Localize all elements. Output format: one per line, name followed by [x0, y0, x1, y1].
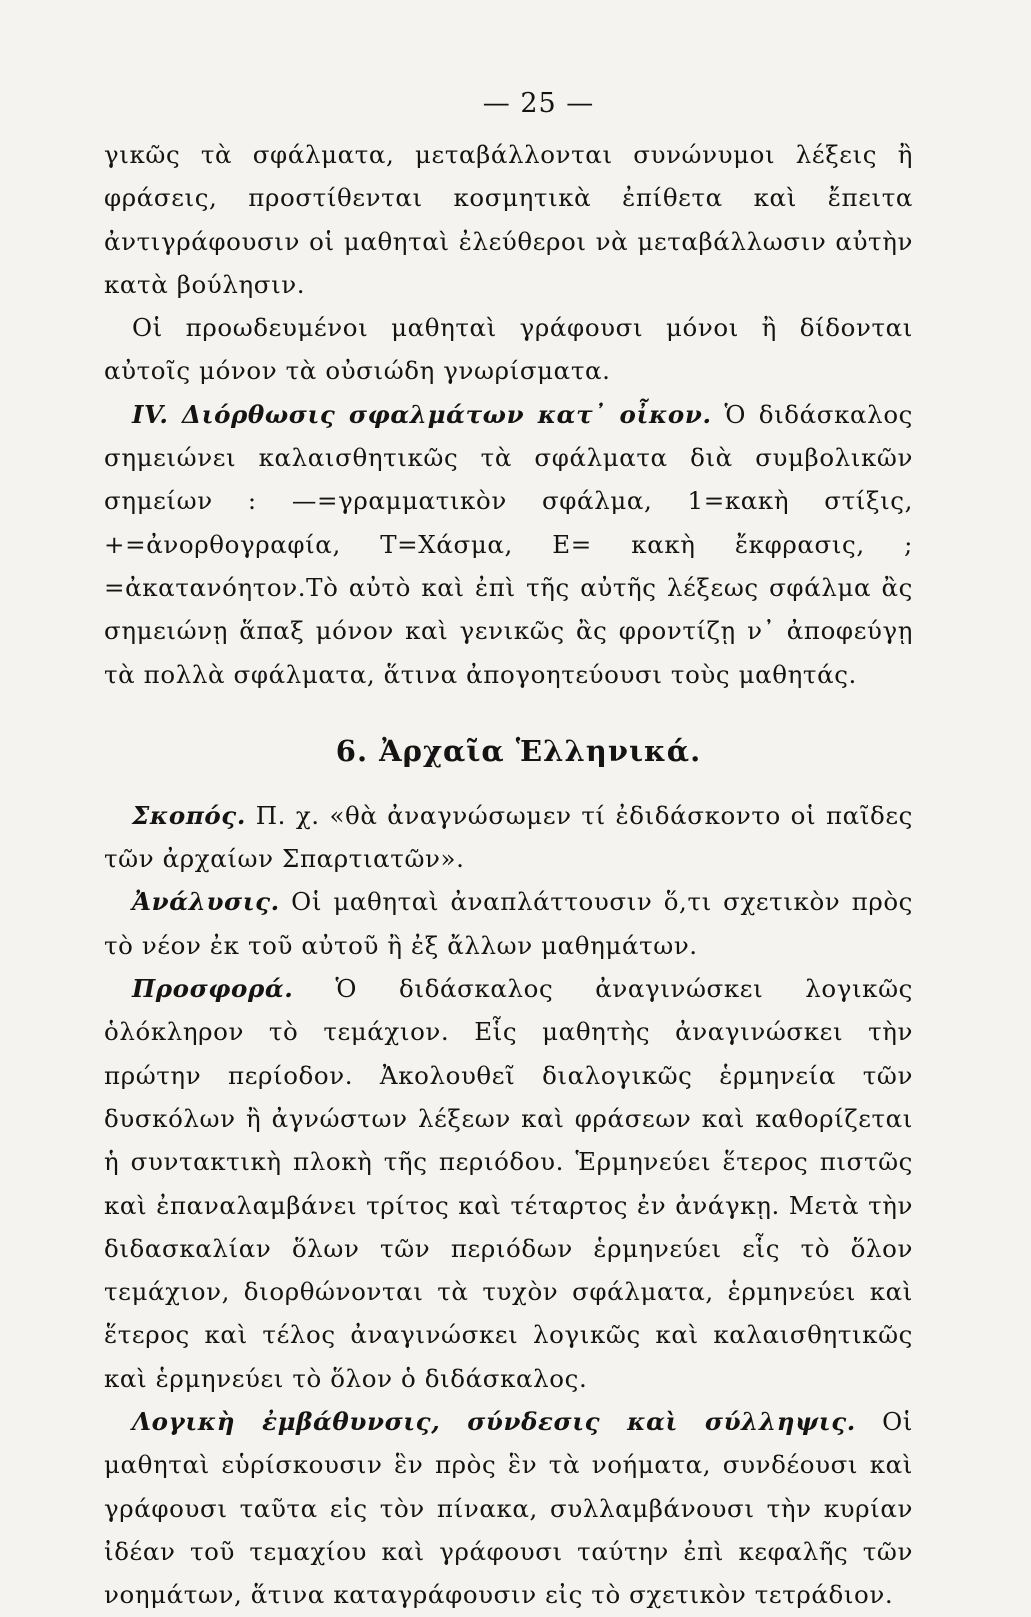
paragraph-body: Ὁ διδάσκαλος ἀναγινώσκει λογικῶς ὁλόκληρον τὸ τεμάχιον. Εἷς μαθητὴς ἀναγινώσκει τὴν πρώτην περίοδον. Ἀκολουθεῖ διαλογικῶς ἑρμηνεία τῶν δυσκόλων ἢ ἀγνώστων λέξεων καὶ φράσεων καὶ καθορίζεται ἡ συντακτικὴ πλοκὴ τῆς περιόδου. Ἑρμηνεύει ἕτερος πιστῶς καὶ ἐπαναλαμβάνει τρίτος καὶ τέταρτος ἐν ἀνάγκῃ. Μετὰ τὴν διδασκαλίαν ὅλων τῶν περιόδων ἑρμηνεύει εἷς τὸ ὅλον τεμάχιον, διορθώνονται τὰ τυχὸν σφάλματα, ἑρμηνεύει καὶ ἕτερος καὶ τέλος ἀναγινώσκει λογικῶς καὶ καλαισθητικῶς καὶ ἑρμηνεύει τὸ ὅλον ὁ διδάσκαλος. — [104, 974, 913, 1393]
paragraph-prosfora — [104, 967, 913, 1400]
paragraph-error-correction — [104, 393, 913, 696]
paragraph-heading: Λογικὴ ἐμβάθυνσις, σύνδεσις καὶ σύλληψις. — [132, 1407, 856, 1437]
paragraph-heading: Ἀνάλυσις. — [132, 887, 280, 917]
paragraph-advanced-students: Οἱ προωδευμένοι μαθηταὶ γράφουσι μόνοι ἢ δίδονται αὐτοῖς μόνον τὰ οὐσιώδη γνωρίσματα. — [104, 313, 913, 386]
section-title: 6. Ἀρχαῖα Ἑλληνικά. — [335, 733, 702, 768]
paragraph-body: Οἱ μαθηταὶ εὑρίσκουσιν ἓν πρὸς ἓν τὰ νοήματα, συνδέουσι καὶ γράφουσι ταῦτα εἰς τὸν πίνακα, συλλαμβάνουσι τὴν κυρίαν ἰδέαν τοῦ τεμαχίου καὶ γράφουσι ταύτην ἐπὶ κεφαλῆς τῶν νοημάτων, ἅτινα καταγράφουσιν εἰς τὸ σχετικὸν τετράδιον. — [104, 1407, 913, 1610]
page-number: — 25 — — [482, 88, 595, 119]
paragraph-body: Ὁ διδάσκαλος σημειώνει καλαισθητικῶς τὰ σφάλματα διὰ συμβολικῶν σημείων : —=γραμματικὸν σφάλμα, 1=κακὴ στίξις, +=ἀνορθογραφία, Τ=Χάσμα, Ε= κακὴ ἔκφρασις, ; =ἀκατανόητον.Τὸ αὐτὸ καὶ ἐπὶ τῆς αὐτῆς λέξεως σφάλμα ἂς σημειώνῃ ἅπαξ μόνον καὶ γενικῶς ἂς φροντίζῃ ν᾽ ἀποφεύγῃ τὰ πολλὰ σφάλματα, ἅτινα ἀπογοητεύουσι τοὺς μαθητάς. — [104, 399, 913, 689]
paragraph-analysis — [104, 880, 913, 967]
paragraph-skopos — [104, 794, 913, 881]
paragraph-heading: IV. Διόρθωσις σφαλμάτων κατ᾽ οἶκον. — [132, 399, 712, 429]
paragraph-heading: Σκοπός. — [132, 800, 246, 830]
paragraph-continuation: γικῶς τὰ σφάλματα, μεταβάλλονται συνώνυμοι λέξεις ἢ φράσεις, προστίθενται κοσμητικὰ ἐπίθετα καὶ ἔπειτα ἀντιγράφουσιν οἱ μαθηταὶ ἐλεύθεροι νὰ μεταβάλλωσιν αὐτὴν κατὰ βούλησιν. — [104, 140, 913, 299]
paragraph-body: Π. χ. «θὰ ἀναγνώσωμεν τί ἐδιδάσκοντο οἱ παῖδες τῶν ἀρχαίων Σπαρτιατῶν». — [104, 800, 913, 874]
paragraph-heading: Προσφορά. — [132, 974, 294, 1004]
paragraph-logiki — [104, 1400, 913, 1616]
paragraph-body: Οἱ μαθηταὶ ἀναπλάττουσιν ὅ,τι σχετικὸν πρὸς τὸ νέον ἐκ τοῦ αὐτοῦ ἢ ἐξ ἄλλων μαθημάτων. — [104, 887, 913, 960]
